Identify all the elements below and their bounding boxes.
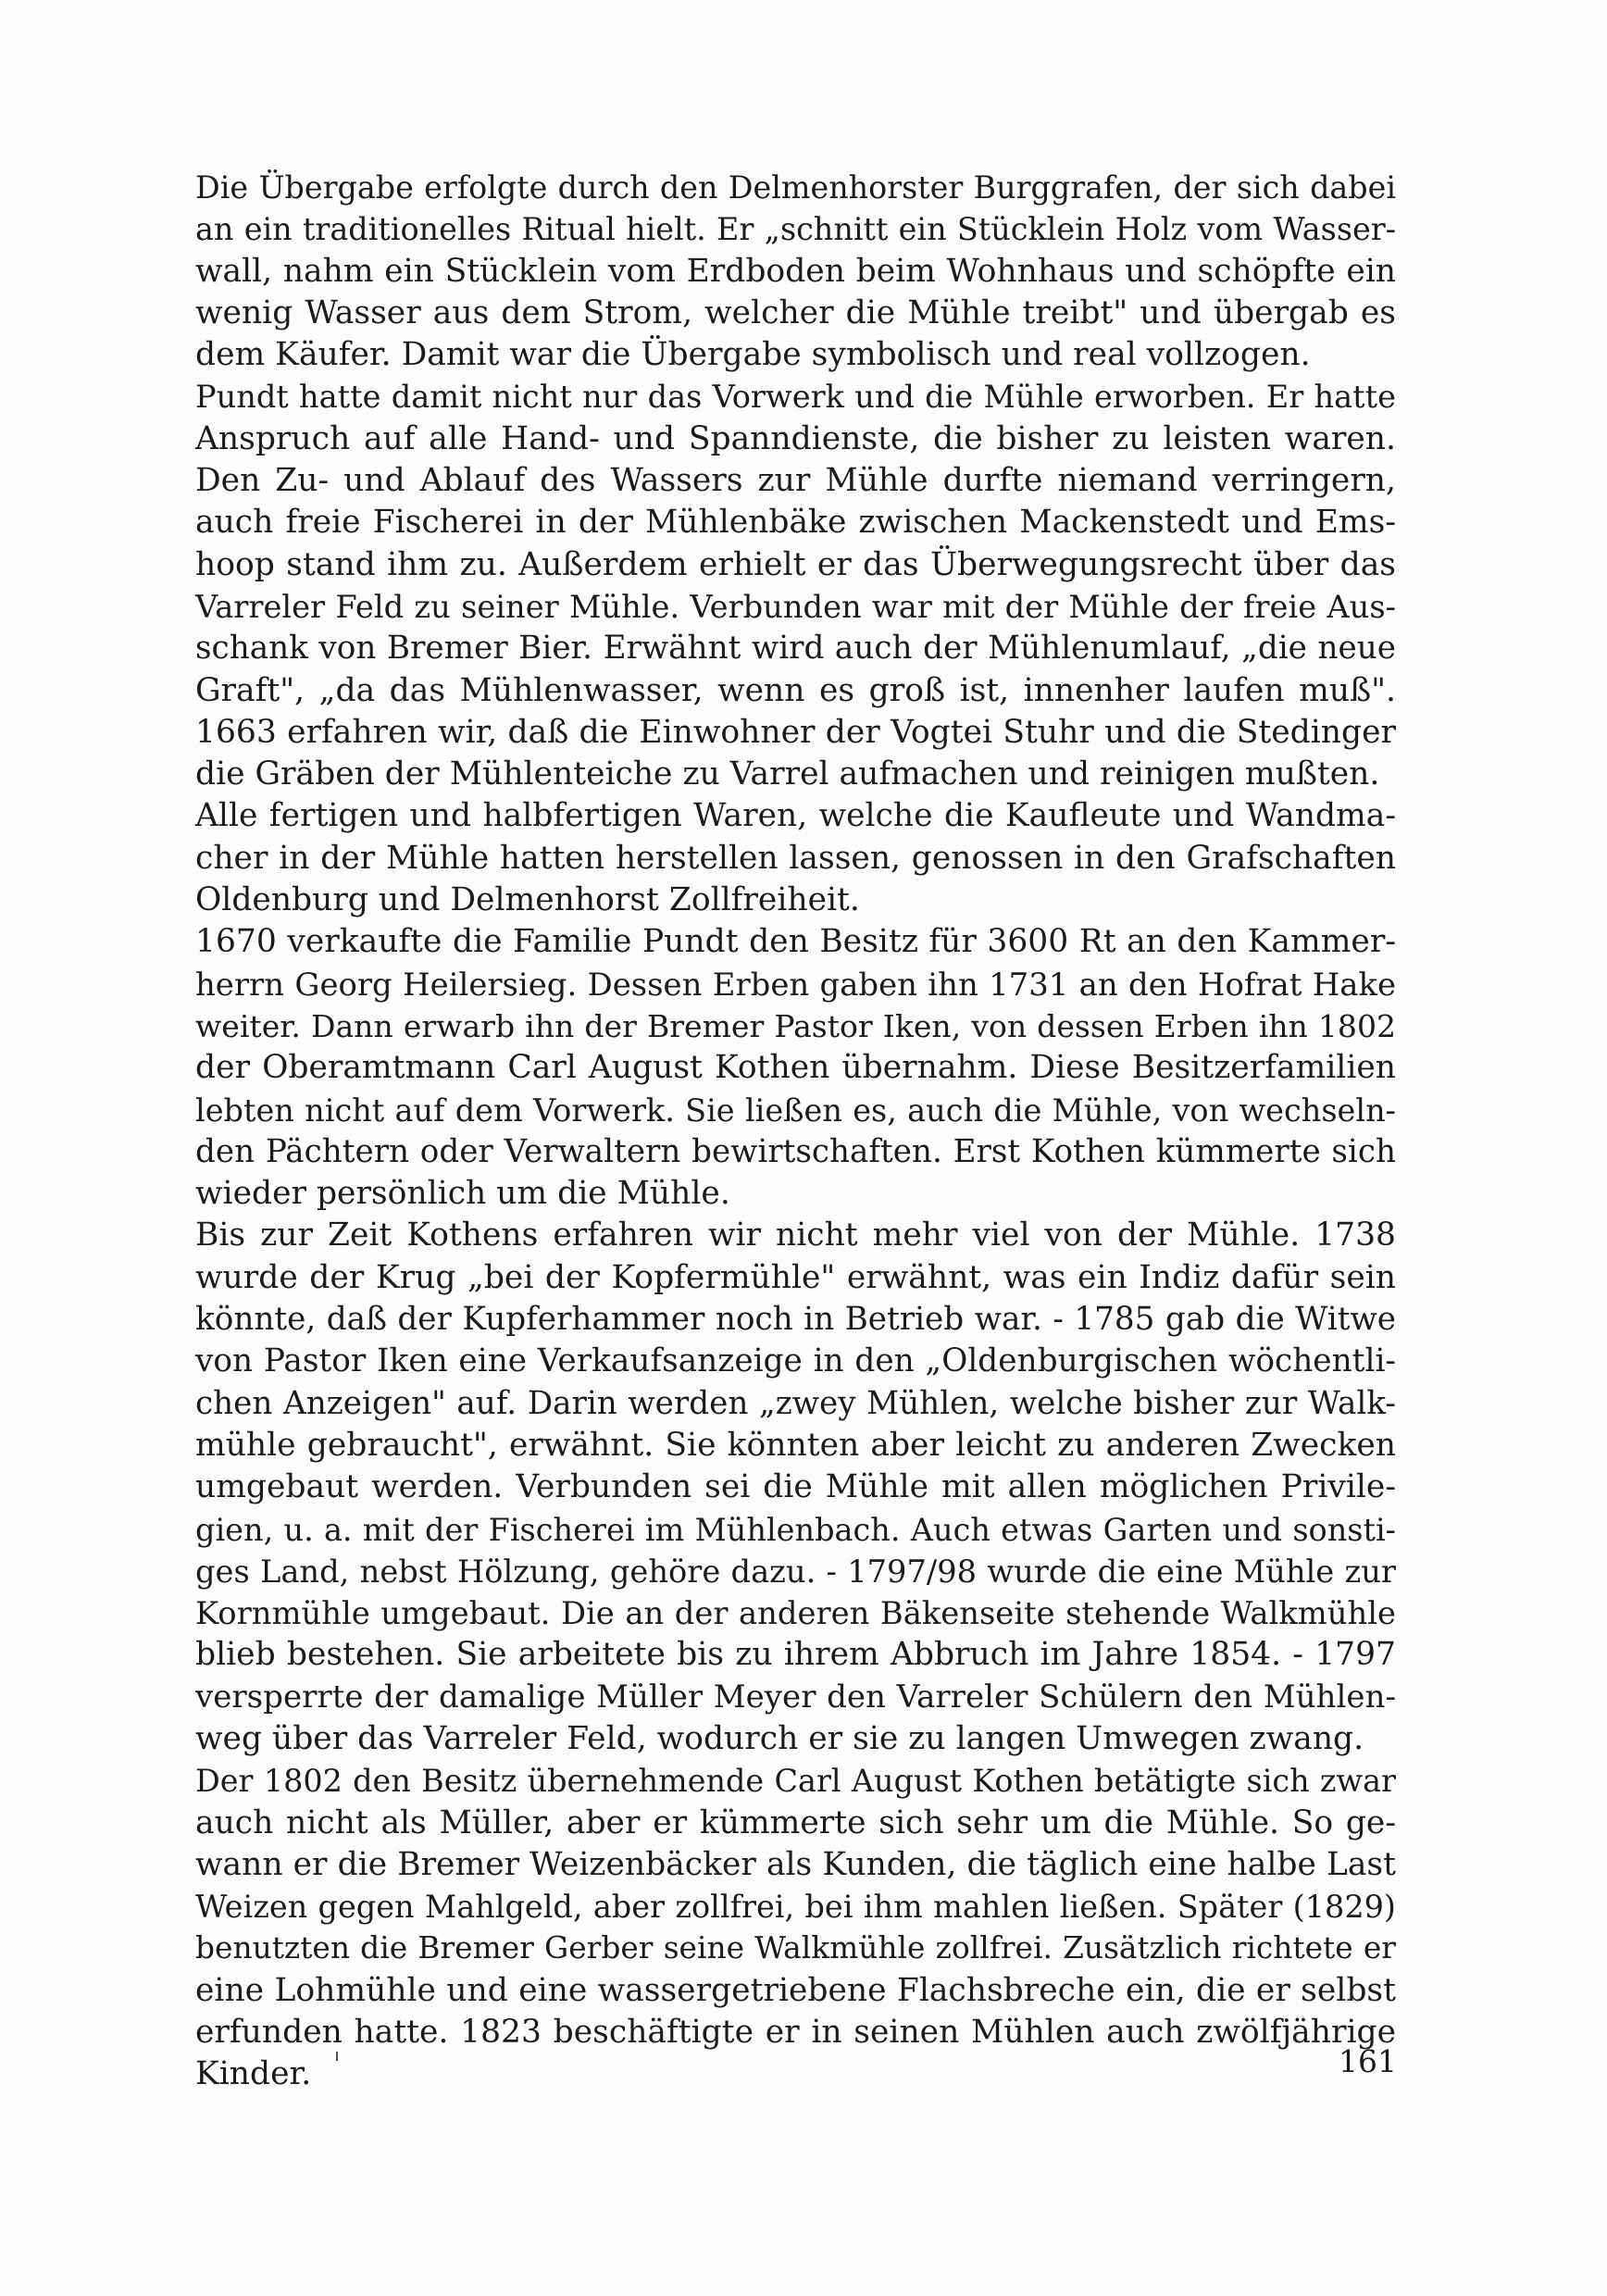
text-line: mühle gebraucht", erwähnt. Sie könnten aber leicht zu anderen Zwecken — [195, 1426, 1396, 1464]
text-line: Kinder. — [195, 2055, 312, 2093]
text-line: wurde der Krug „bei der Kopfermühle" erwähnt, was ein Indiz dafür sein — [195, 1258, 1396, 1296]
text-line: an ein traditionelles Ritual hielt. Er „schnitt ein Stücklein Holz vom Wasser- — [195, 211, 1396, 248]
page-number: 161 — [1339, 2043, 1397, 2079]
text-line: benutzten die Bremer Gerber seine Walkmühle zollfrei. Zusätzlich richtete er — [195, 1930, 1396, 1966]
text-line: von Pastor Iken eine Verkaufsanzeige in den „Oldenburgischen wöchentli- — [195, 1342, 1396, 1380]
text-line: den Pächtern oder Verwaltern bewirtschaften. Erst Kothen kümmerte sich — [195, 1132, 1396, 1170]
text-line: 1670 verkaufte die Familie Pundt den Besitz für 3600 Rt an den Kammer- — [195, 923, 1396, 961]
text-line: Den Zu- und Ablauf des Wassers zur Mühle durfte niemand verringern, — [195, 462, 1396, 500]
text-line: chen Anzeigen" auf. Darin werden „zwey Mühlen, welche bisher zur Walk- — [195, 1384, 1396, 1422]
text-line: herrn Georg Heilersieg. Dessen Erben gaben ihn 1731 an den Hofrat Hake — [195, 966, 1396, 1003]
text-line: Die Übergabe erfolgte durch den Delmenhorster Burggrafen, der sich dabei — [195, 169, 1396, 206]
text-line: weiter. Dann erwarb ihn der Bremer Pastor Iken, von dessen Erben ihn 1802 — [195, 1007, 1396, 1044]
text-line: auch freie Fischerei in der Mühlenbäke zwischen Mackenstedt und Ems- — [195, 504, 1396, 542]
text-line: erfunden hatte. 1823 beschäftigte er in seinen Mühlen auch zwölfjährige — [195, 2014, 1396, 2052]
text-line: schank von Bremer Bier. Erwähnt wird auch der Mühlenumlauf, „die neue — [195, 630, 1396, 668]
text-line: Bis zur Zeit Kothens erfahren wir nicht mehr viel von der Mühle. 1738 — [195, 1217, 1396, 1254]
text-line: wall, nahm ein Stücklein vom Erdboden beim Wohnhaus und schöpfte ein — [195, 252, 1396, 290]
text-line: Oldenburg und Delmenhorst Zollfreiheit. — [195, 881, 860, 919]
text-line: könnte, daß der Kupferhammer noch in Betrieb war. - 1785 gab die Witwe — [195, 1301, 1396, 1339]
text-line: weg über das Varreler Feld, wodurch er sie zu langen Umwegen zwang. — [195, 1719, 1364, 1757]
text-line: umgebaut werden. Verbunden sei die Mühle mit allen möglichen Privile- — [195, 1468, 1396, 1506]
text-line: Weizen gegen Mahlgeld, aber zollfrei, bei ihm mahlen ließen. Später (1829) — [195, 1889, 1396, 1926]
text-line: dem Käufer. Damit war die Übergabe symbolisch und real vollzogen. — [195, 336, 1311, 374]
text-line: wann er die Bremer Weizenbäcker als Kunden, die täglich eine halbe Last — [195, 1845, 1396, 1883]
text-line: Anspruch auf alle Hand- und Spanndienste, die bisher zu leisten waren. — [195, 419, 1396, 457]
text-line: Alle fertigen und halbfertigen Waren, welche die Kaufleute und Wandma- — [195, 797, 1396, 835]
text-line: Pundt hatte damit nicht nur das Vorwerk und die Mühle erworben. Er hatte — [195, 379, 1396, 416]
text-line: versperrte der damalige Müller Meyer den Varreler Schülern den Mühlen- — [195, 1678, 1396, 1716]
text-line: auch nicht als Müller, aber er kümmerte sich sehr um die Mühle. So ge- — [195, 1803, 1396, 1841]
text-line: 1663 erfahren wir, daß die Einwohner der Vogtei Stuhr und die Stedinger — [195, 713, 1396, 751]
text-line: blieb bestehen. Sie arbeitete bis zu ihrem Abbruch im Jahre 1854. - 1797 — [195, 1636, 1396, 1674]
text-line: wenig Wasser aus dem Strom, welcher die Mühle treibt" und übergab es — [195, 293, 1396, 331]
text-line: Varreler Feld zu seiner Mühle. Verbunden war mit der Mühle der freie Aus- — [195, 588, 1396, 625]
text-line: Graft", „da das Mühlenwasser, wenn es groß ist, innenher laufen muß". — [195, 671, 1396, 709]
text-line: cher in der Mühle hatten herstellen lassen, genossen in den Grafschaften — [195, 839, 1396, 877]
scan-speck — [336, 2052, 338, 2061]
text-line: die Gräben der Mühlenteiche zu Varrel aufmachen und reinigen mußten. — [195, 755, 1380, 793]
text-line: Kornmühle umgebaut. Die an der anderen Bäkenseite stehende Walkmühle — [195, 1595, 1396, 1632]
text-line: eine Lohmühle und eine wassergetriebene Flachsbreche ein, die er selbst — [195, 1971, 1396, 2009]
text-line: ges Land, nebst Hölzung, gehöre dazu. - 1797/98 wurde die eine Mühle zur — [195, 1553, 1396, 1590]
text-line: wieder persönlich um die Mühle. — [195, 1175, 730, 1213]
text-line: lebten nicht auf dem Vorwerk. Sie ließen es, auch die Mühle, von wechseln- — [195, 1092, 1396, 1129]
text-line: der Oberamtmann Carl August Kothen übernahm. Diese Besitzerfamilien — [195, 1049, 1396, 1087]
text-line: gien, u. a. mit der Fischerei im Mühlenbach. Auch etwas Garten und sonsti- — [195, 1511, 1396, 1548]
text-line: hoop stand ihm zu. Außerdem erhielt er das Überwegungsrecht über das — [195, 545, 1396, 583]
body-text — [195, 167, 1396, 2096]
text-line: Der 1802 den Besitz übernehmende Carl August Kothen betätigte sich zwar — [195, 1763, 1396, 1800]
